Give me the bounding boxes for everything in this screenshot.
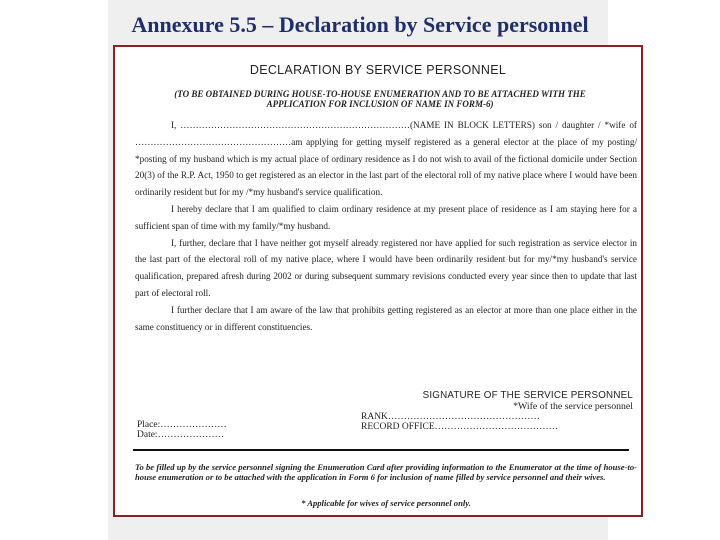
date-label: Date:………………… [137,430,225,440]
footer-note: To be filled up by the service personnel signing the Enumeration Card after providing information to the Enumerator at the time of house-to-house enumeration or to be attached with the application in Form 6 for inclusion of name filled by service personnel and their wives. [135,462,637,482]
rank-label: RANK………………………………………… [361,412,540,422]
record-office-label: RECORD OFFICE………………………………… [361,422,559,432]
document-heading: DECLARATION BY SERVICE PERSONNEL [249,63,507,77]
declaration-paragraph: I, …………………………………………………………………(NAME IN BLOCK LETTERS) son / daughter / *wife of ……………………………………………am applying for getting myself registered as a general elector at the place of my posting/ *posting of my husband which is my actual place of ordinary residence as I do not wish to avail of the fictional domicile under Section 20(3) of the R.P. Act, 1950 to get registered as an elector in the last part of the electoral roll of my native place where I would have been ordinarily resident but for my /*my husband's service qualification. [135,120,637,198]
declaration-paragraph: I hereby declare that I am qualified to claim ordinary residence at my present place of residence as I am staying here for a sufficient span of time with my family/*my husband. [135,203,637,231]
footer-asterisk-note: * Applicable for wives of service personnel only. [301,498,471,508]
divider-line [133,449,629,451]
place-date-block [137,420,227,440]
declaration-paragraph: I, further, declare that I have neither got myself already registered nor have applied for such registration as service elector in the last part of the electoral roll of my native place, where I would have been ordinarily resident but for my/*my husband's service qualification, prepared afresh during 2002 or during subsequent summary revisions conducted every year since then to update that last part of electoral roll. [135,237,637,298]
rank-record-block [361,412,558,432]
declaration-document [113,45,643,517]
signature-block [423,390,633,412]
declaration-paragraph: I further declare that I am aware of the law that prohibits getting registered as an elector at more than one place either in the same constituency or in different constituencies. [135,304,637,332]
document-subheading: (TO BE OBTAINED DURING HOUSE-TO-HOUSE ENUMERATION AND TO BE ATTACHED WITH THE APPLICATION FOR INCLUSION OF NAME IN FORM-6) [174,89,586,109]
signature-note: *Wife of the service personnel [513,401,633,412]
place-label: Place:………………… [137,420,227,430]
slide-title: Annexure 5.5 – Declaration by Service personnel [131,12,589,37]
declaration-body [135,117,637,335]
signature-title: SIGNATURE OF THE SERVICE PERSONNEL [422,390,633,401]
